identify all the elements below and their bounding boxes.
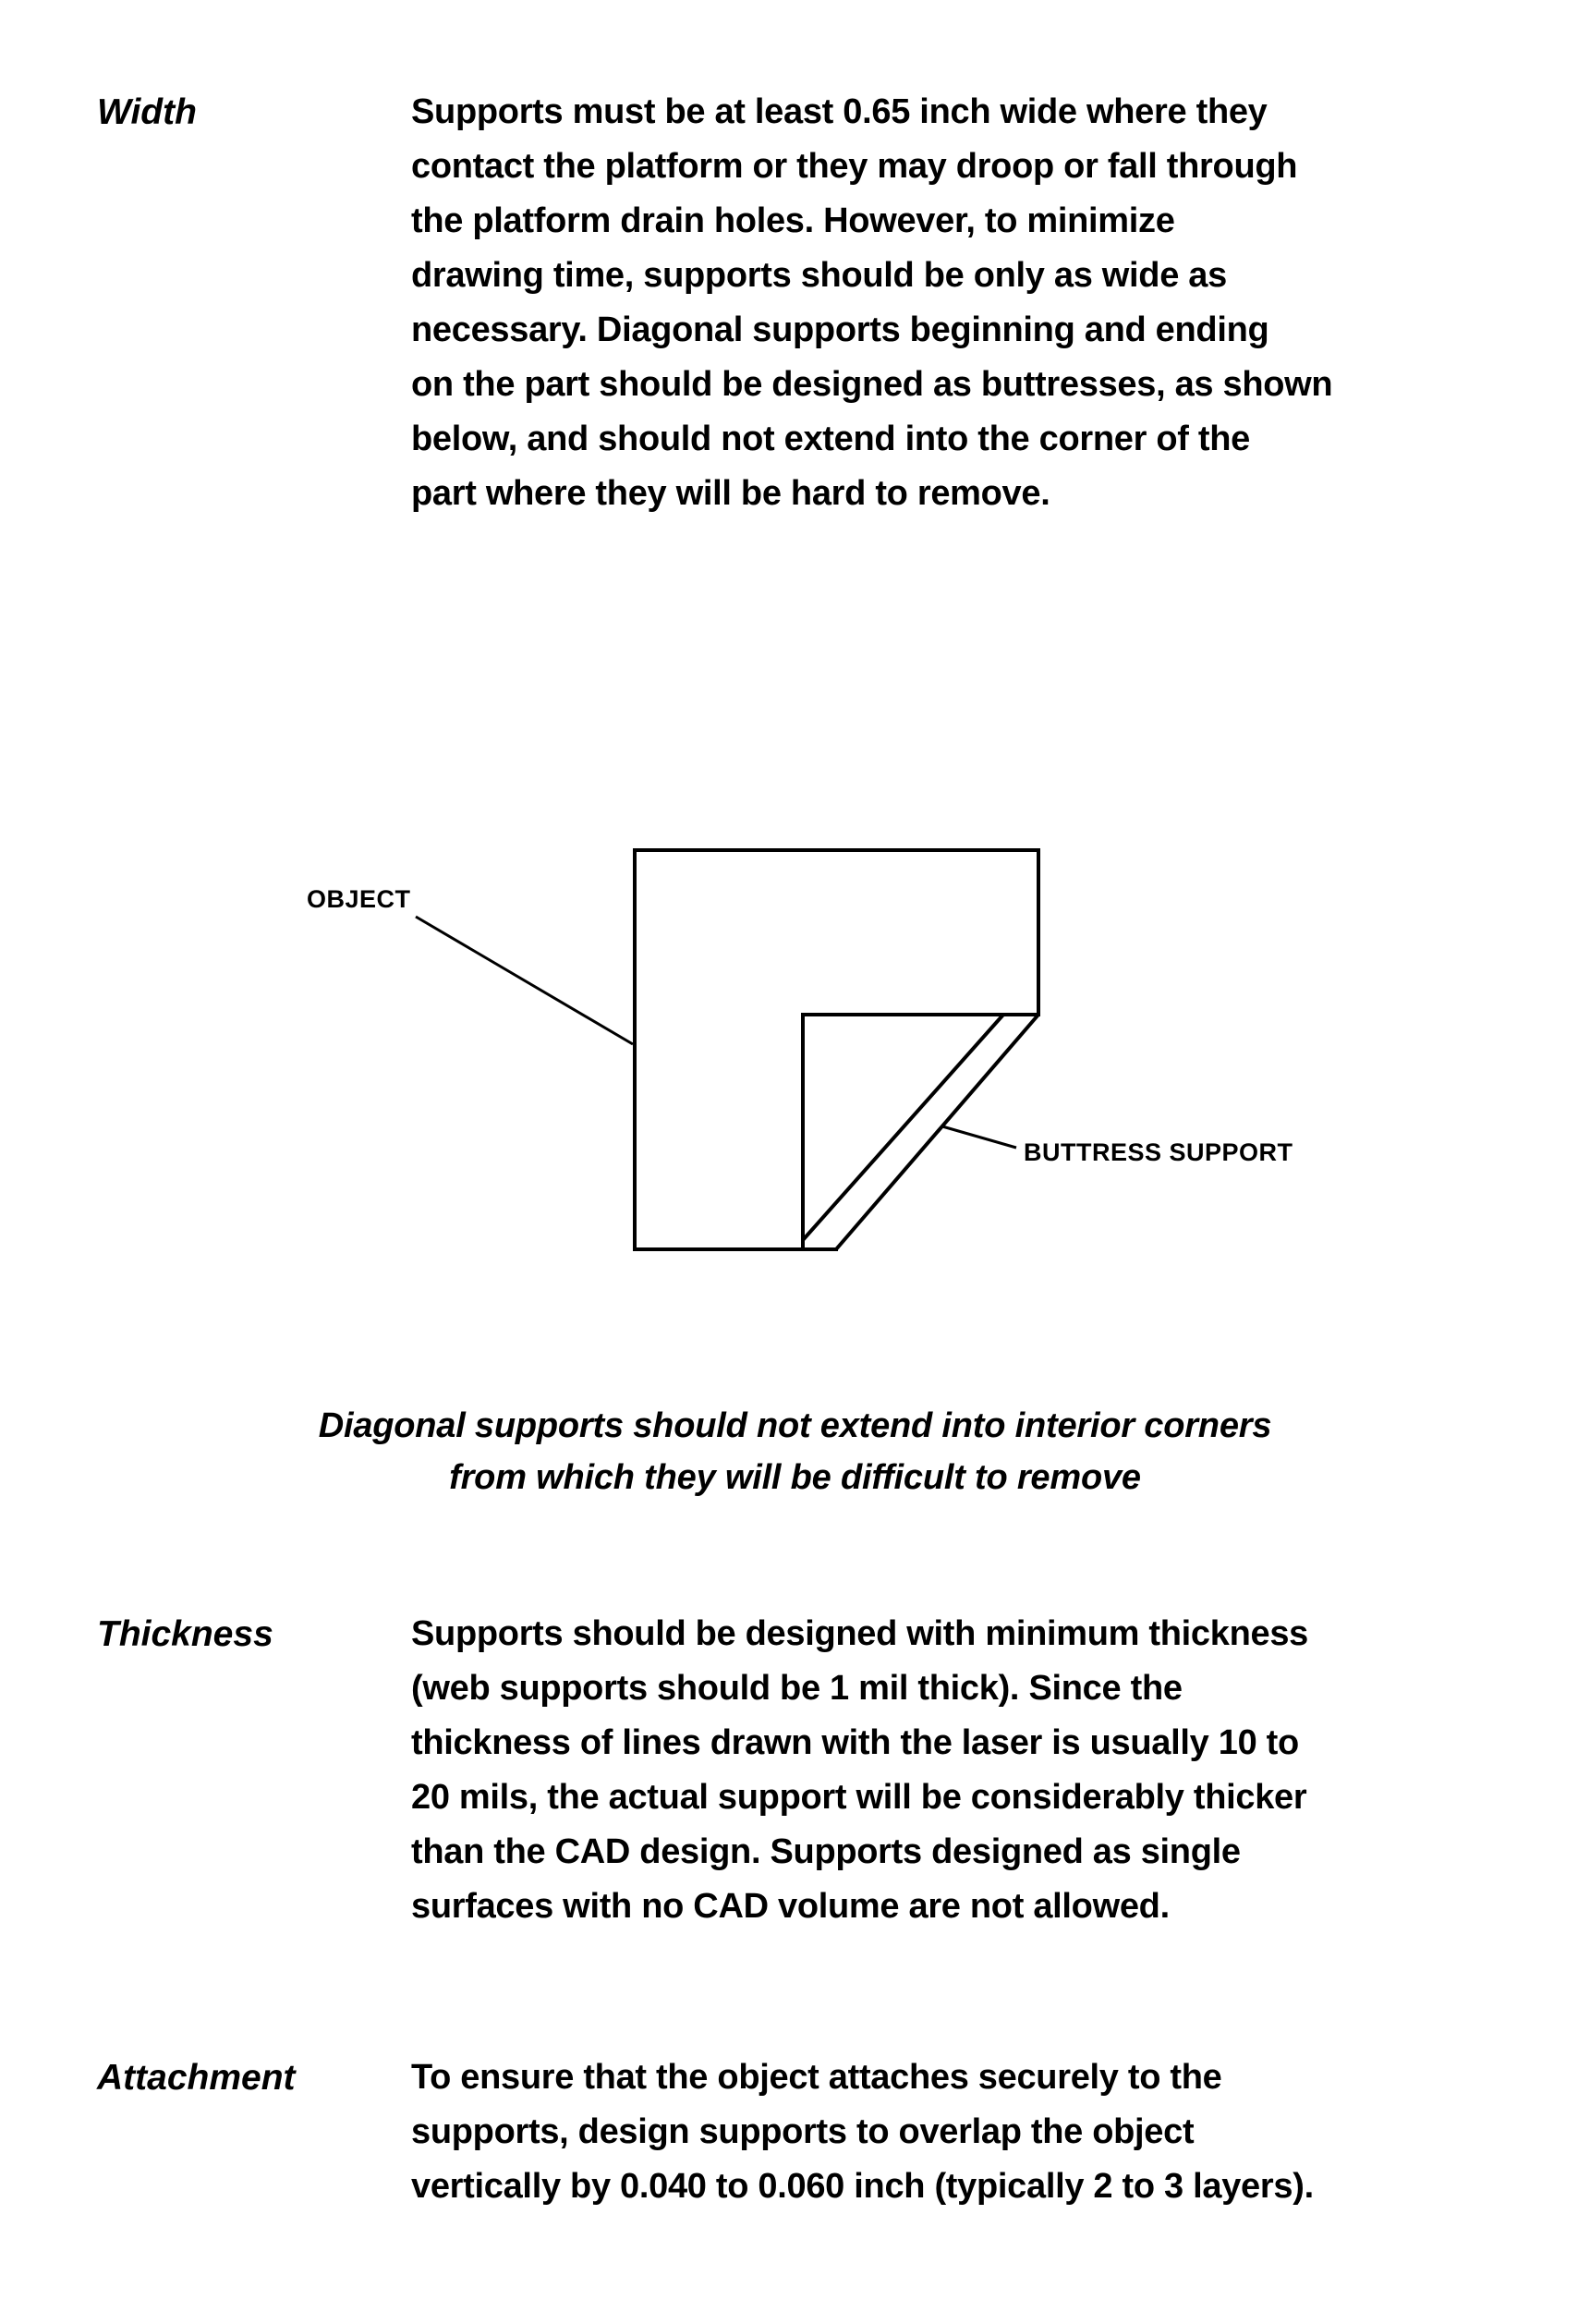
body-line: (web supports should be 1 mil thick). Since the (411, 1669, 1183, 1708)
support-leader-line (942, 1126, 1016, 1148)
object-outline (635, 850, 1038, 1249)
body-line: on the part should be designed as buttresses, as shown (411, 365, 1333, 404)
body-line: necessary. Diagonal supports beginning and ending (411, 310, 1269, 349)
attachment-paragraph (411, 2050, 1314, 2214)
section-thickness (0, 1607, 1590, 1934)
thickness-paragraph (411, 1607, 1308, 1934)
section-attachment (0, 2050, 1590, 2214)
buttress-support-label: BUTTRESS SUPPORT (1024, 1138, 1293, 1166)
body-line: part where they will be hard to remove. (411, 474, 1050, 513)
figure-caption (0, 1400, 1590, 1503)
figure-caption-line: from which they will be difficult to remove (449, 1458, 1141, 1497)
body-line: 20 mils, the actual support will be considerably thicker (411, 1778, 1307, 1817)
buttress-outer-edge (836, 1015, 1038, 1249)
width-paragraph (411, 85, 1332, 521)
buttress-inner-edge (803, 1015, 1003, 1240)
margin-label-width: Width (97, 92, 197, 132)
diagram-canvas (0, 813, 1590, 1368)
body-line: surfaces with no CAD volume are not allowed. (411, 1887, 1170, 1926)
body-line: thickness of lines drawn with the laser is usually 10 to (411, 1723, 1299, 1762)
body-line: supports, design supports to overlap the object (411, 2112, 1195, 2151)
margin-label-thickness: Thickness (97, 1614, 273, 1654)
body-line: drawing time, supports should be only as wide as (411, 256, 1227, 295)
buttress-support-diagram (0, 813, 1590, 1368)
body-line: Supports should be designed with minimum thickness (411, 1614, 1308, 1653)
object-leader-line (416, 917, 633, 1044)
body-line: To ensure that the object attaches securely to the (411, 2058, 1222, 2097)
body-line: contact the platform or they may droop or fall through (411, 147, 1298, 186)
margin-label-attachment: Attachment (97, 2058, 296, 2098)
section-width (0, 85, 1590, 521)
body-line: below, and should not extend into the corner of the (411, 420, 1250, 458)
body-line: vertically by 0.040 to 0.060 inch (typically 2 to 3 layers). (411, 2167, 1314, 2206)
body-line: than the CAD design. Supports designed as single (411, 1832, 1241, 1871)
body-line: Supports must be at least 0.65 inch wide where they (411, 92, 1268, 131)
figure-caption-line: Diagonal supports should not extend into interior corners (318, 1406, 1272, 1445)
body-line: the platform drain holes. However, to minimize (411, 201, 1175, 240)
object-label: OBJECT (307, 885, 411, 913)
